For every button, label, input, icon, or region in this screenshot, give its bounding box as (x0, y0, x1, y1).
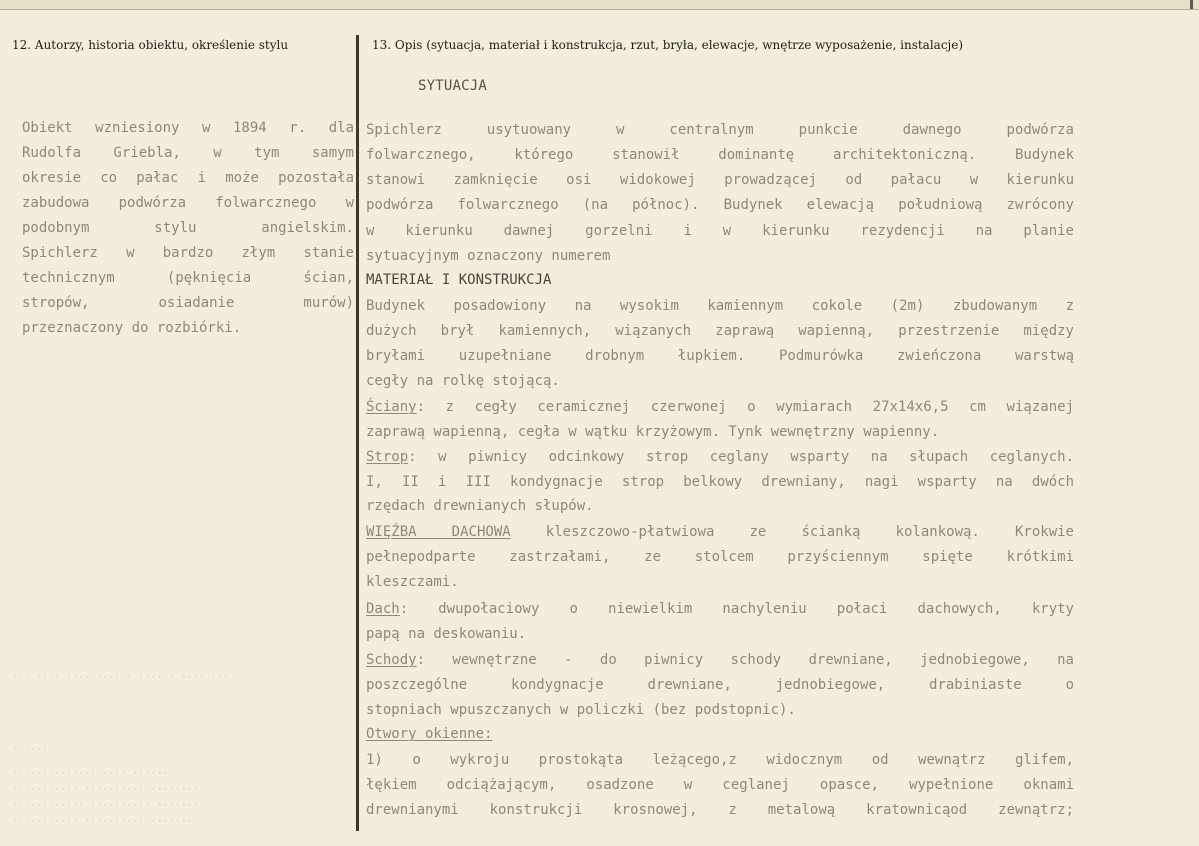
subsection-heading-material: MATERIAŁ I KONSTRUKCJA (366, 272, 552, 288)
left-text-line: technicznym (pęknięcia ścian, (22, 270, 354, 286)
right-text-line: papą na deskowaniu. (366, 626, 527, 642)
right-text-line: stanowi zamknięcie osi widokowej prowadzącej od pałacu w kierunku (366, 172, 1074, 188)
right-text-line-wiezba: WIĘŹBA DACHOWA kleszczowo-płatwiowa ze ścianką kolankową. Krokwie (366, 524, 1074, 540)
underlined-label: Dach (366, 601, 400, 617)
left-text-line: Obiekt wzniesiony w 1894 r. dla (22, 120, 354, 136)
ghost-text: ············ ·········· ······· (12, 800, 199, 811)
right-text-line: dużych brył kamiennych, wiązanych zaprawą wapienną, przestrzenie między (366, 323, 1074, 339)
ghost-text: ··········· ·········· ······· (12, 816, 193, 827)
right-text-line: I, II i III kondygnacje strop belkowy drewniany, nagi wsparty na dwóch (366, 474, 1074, 490)
right-text-line: cegły na rolkę stojącą. (366, 373, 560, 389)
right-text-line-dach: Dach: dwupołaciowy o niewielkim nachyleniu połaci dachowych, kryty (366, 601, 1074, 617)
underlined-label: Schody (366, 652, 417, 668)
top-border (0, 0, 1199, 10)
left-text-line: Spichlerz w bardzo złym stanie (22, 245, 354, 261)
left-text-line: zabudowa podwórza folwarcznego w (22, 195, 354, 211)
right-text-line: sytuacyjnym oznaczony numerem (366, 248, 611, 264)
right-text-line: drewnianymi konstrukcji krosnowej, z metalową kratownicąod zewnątrz; (366, 802, 1074, 818)
right-text-line-sciany: Ściany: z cegły ceramicznej czerwonej o wymiarach 27x14x6,5 cm wiązanej (366, 399, 1074, 415)
right-text-line: bryłami uzupełniane drobnym łupkiem. Podmurówka zwieńczona warstwą (366, 348, 1074, 364)
right-text-line: Budynek posadowiony na wysokim kamiennym cokole (2m) zbudowanym z (366, 298, 1074, 314)
left-text-line: przeznaczony do rozbiórki. (22, 320, 242, 336)
right-text-line: w kierunku dawnej gorzelni i w kierunku rezydencji na planie (366, 223, 1074, 239)
right-text-line: łękiem odciążającym, osadzone w ceglanej opasce, wypełnione oknami (366, 777, 1074, 793)
right-column-header: 13. Opis (sytuacja, materiał i konstrukcja, rzut, bryła, elewacje, wnętrze wyposażenie, instalacje) (372, 38, 964, 52)
ghost-text: ··· ···· ···· ···· · ···· · ···· ··· (12, 672, 229, 683)
top-right-mark (1190, 0, 1193, 9)
section-title-sytuacja: SYTUACJA (418, 78, 488, 94)
right-text-line-strop: Strop: w piwnicy odcinkowy strop ceglany wsparty na słupach ceglanych. (366, 449, 1074, 465)
right-text-line: kleszczami. (366, 574, 459, 590)
left-column-header: 12. Autorzy, historia obiektu, określenie stylu (12, 38, 289, 52)
right-text-line: Spichlerz usytuowany w centralnym punkcie dawnego podwórza (366, 122, 1074, 138)
ghost-text: ··········· ·········· ········ (12, 784, 199, 795)
right-text-line-schody: Schody: wewnętrzne - do piwnicy schody drewniane, jednobiegowe, na (366, 652, 1074, 668)
left-text-line: Rudolfa Griebla, w tym samym (22, 145, 354, 161)
left-text-line: podobnym stylu angielskim. (22, 220, 354, 236)
right-text-line: stopniach wpuszczanych w policzki (bez podstopnic). (366, 702, 796, 718)
left-text-line: okresie co pałac i może pozostała (22, 170, 354, 186)
right-text-line: folwarcznego, którego stanowił dominantę architektoniczną. Budynek (366, 147, 1074, 163)
right-text-line: rzędach drewnianych słupów. (366, 498, 594, 514)
ghost-text: · ···· (12, 744, 49, 755)
right-text-line: podwórza folwarcznego (na północ). Budynek elewacją południową zwrócony (366, 197, 1074, 213)
underlined-label: Ściany (366, 399, 417, 415)
column-divider (356, 35, 359, 831)
right-text-line: 1) o wykroju prostokąta leżącego,z widocznym od wewnątrz glifem, (366, 752, 1074, 768)
subsection-heading-otwory: Otwory okienne: (366, 726, 493, 742)
underlined-label: Strop (366, 449, 409, 465)
left-text-line: stropów, osiadanie murów) (22, 295, 354, 311)
right-text-line: poszczególne kondygnacje drewniane, jednobiegowe, drabiniaste o (366, 677, 1074, 693)
right-text-line: pełnepodparte zastrzałami, ze stolcem przyściennym spięte krótkimi (366, 549, 1074, 565)
underlined-label: WIĘŹBA DACHOWA (366, 524, 511, 540)
right-text-line: zaprawą wapienną, cegła w wątku krzyżowym. Tynk wewnętrzny wapienny. (366, 424, 940, 440)
ghost-text: ·············· ···· ······ (12, 768, 169, 779)
